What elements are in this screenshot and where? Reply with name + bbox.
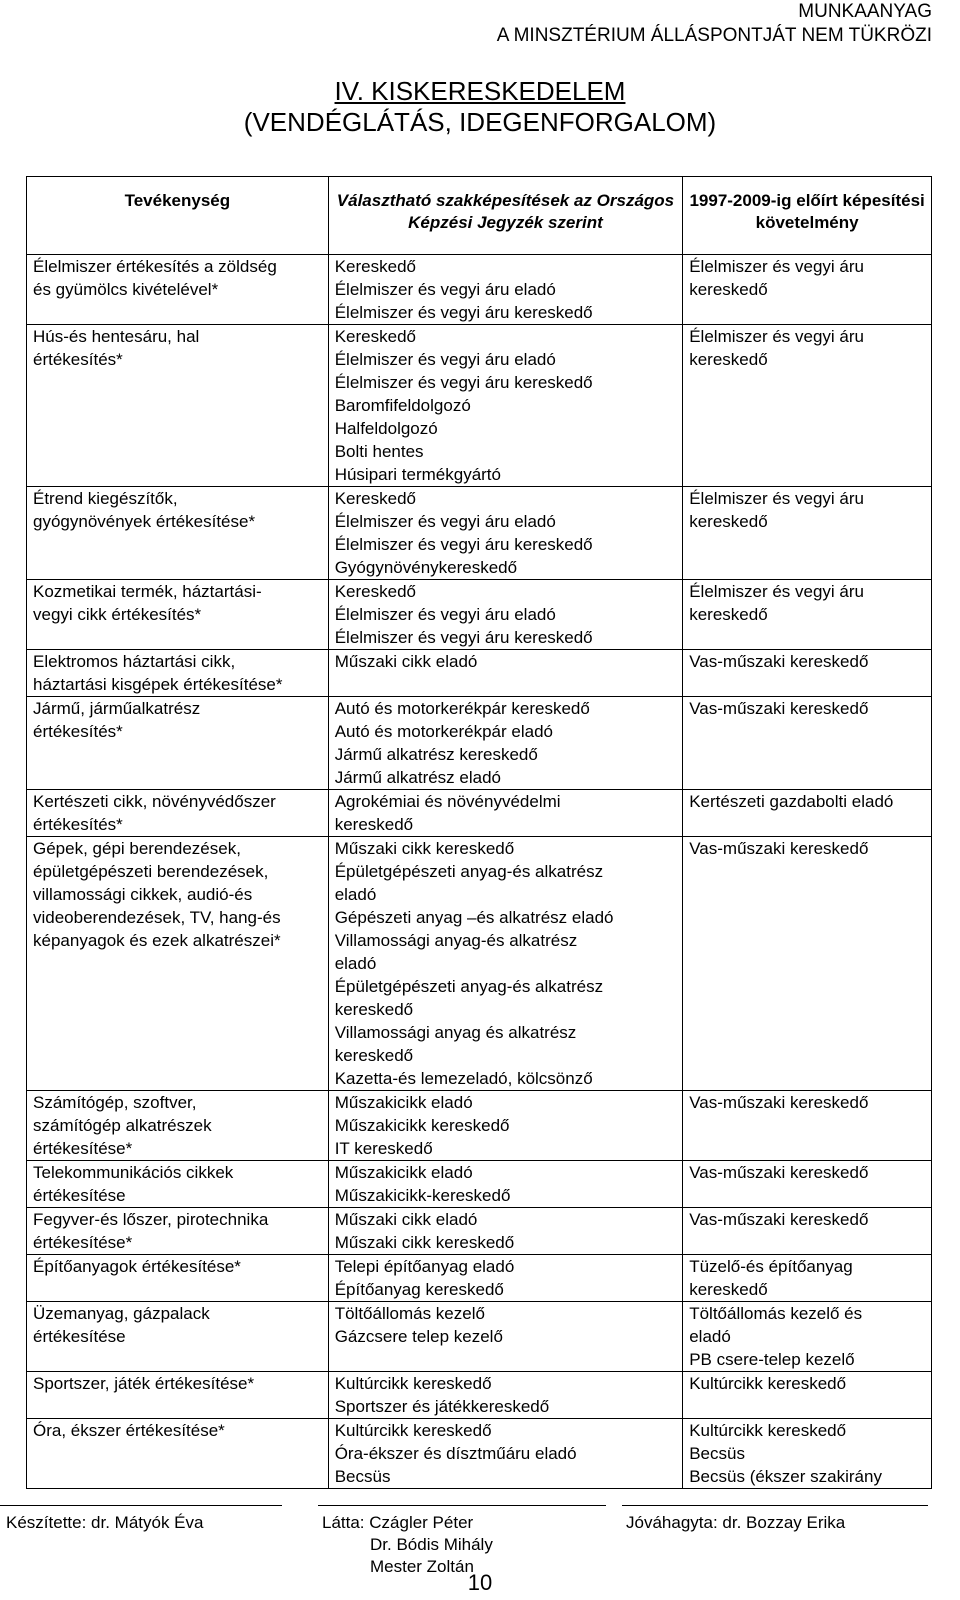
qualifications-line: Élelmiszer és vegyi áru kereskedő <box>334 303 593 322</box>
requirement-line: PB csere-telep kezelő <box>689 1350 855 1369</box>
table-row <box>27 487 932 580</box>
qualifications-cell <box>328 790 683 837</box>
qualifications-line: eladó <box>334 885 377 904</box>
header-requirement: 1997-2009-ig előírt képesítési követelmény <box>683 177 932 255</box>
activity-line: értékesítése <box>33 1186 126 1205</box>
qualifications-line: kereskedő <box>334 815 414 834</box>
activity-line: Hús-és hentesáru, hal <box>33 327 200 346</box>
qualifications-line: Kereskedő <box>334 489 416 508</box>
requirement-line: Vas-műszaki kereskedő <box>689 1210 869 1229</box>
qualifications-line: Gázcsere telep kezelő <box>334 1327 503 1346</box>
qualifications-line: kereskedő <box>334 1046 414 1065</box>
requirement-cell <box>683 650 932 697</box>
activity-cell <box>27 790 329 837</box>
activity-line: értékesítés* <box>33 815 123 834</box>
requirement-line: Élelmiszer és vegyi áru <box>689 582 864 601</box>
section-title <box>0 76 960 138</box>
qualifications-cell <box>328 650 683 697</box>
requirement-cell <box>683 1372 932 1419</box>
qualification-table <box>26 176 932 1489</box>
qualifications-line: Műszakicikk eladó <box>334 1093 473 1112</box>
activity-line: háztartási kisgépek értékesítése* <box>33 675 283 694</box>
qualifications-line: Telepi építőanyag eladó <box>334 1257 515 1276</box>
qualifications-line: Halfeldolgozó <box>334 419 438 438</box>
requirement-cell <box>683 1091 932 1161</box>
qualifications-line: Élelmiszer és vegyi áru eladó <box>334 280 556 299</box>
header-activity: Tevékenység <box>27 177 329 255</box>
activity-line: Élelmiszer értékesítés a zöldség <box>33 257 277 276</box>
requirement-cell <box>683 487 932 580</box>
table-row <box>27 837 932 1091</box>
table-row <box>27 325 932 487</box>
requirement-line: Becsüs <box>689 1444 745 1463</box>
qualifications-line: kereskedő <box>334 1000 414 1019</box>
disclaimer-label: A MINSZTÉRIUM ÁLLÁSPONTJÁT NEM TÜKRÖZI <box>496 25 932 46</box>
signature-line-prepared <box>0 1505 282 1506</box>
requirement-line: kereskedő <box>689 605 768 624</box>
table-row <box>27 1255 932 1302</box>
qualifications-line: Agrokémiai és növényvédelmi <box>334 792 561 811</box>
qualifications-line: Kereskedő <box>334 582 416 601</box>
qualifications-cell <box>328 255 683 325</box>
requirement-cell <box>683 1255 932 1302</box>
activity-line: Óra, ékszer értékesítése* <box>33 1421 225 1440</box>
qualifications-cell <box>328 1302 683 1372</box>
requirement-line: Élelmiszer és vegyi áru <box>689 489 864 508</box>
table-row <box>27 255 932 325</box>
qualifications-line: Kereskedő <box>334 257 416 276</box>
activity-line: Gépek, gépi berendezések, <box>33 839 241 858</box>
activity-line: Sportszer, játék értékesítése* <box>33 1374 255 1393</box>
table-row <box>27 580 932 650</box>
requirement-cell <box>683 255 932 325</box>
activity-line: Jármű, járműalkatrész <box>33 699 201 718</box>
signature-line-approved <box>622 1505 928 1506</box>
qualifications-line: Műszaki cikk kereskedő <box>334 839 515 858</box>
activity-cell <box>27 650 329 697</box>
reviewer-1: Látta: Czágler Péter <box>322 1513 474 1532</box>
activity-line: és gyümölcs kivételével* <box>33 280 219 299</box>
requirement-cell <box>683 1161 932 1208</box>
table-row <box>27 1091 932 1161</box>
activity-line: Elektromos háztartási cikk, <box>33 652 236 671</box>
qualifications-line: Töltőállomás kezelő <box>334 1304 485 1323</box>
requirement-line: Kultúrcikk kereskedő <box>689 1421 847 1440</box>
activity-cell <box>27 1419 329 1489</box>
requirement-cell <box>683 837 932 1091</box>
activity-cell <box>27 1302 329 1372</box>
activity-line: Építőanyagok értékesítése* <box>33 1257 241 1276</box>
qualifications-cell <box>328 837 683 1091</box>
qualifications-line: Villamossági anyag és alkatrész <box>334 1023 577 1042</box>
activity-cell <box>27 837 329 1091</box>
requirement-cell <box>683 790 932 837</box>
activity-line: videoberendezések, TV, hang-és <box>33 908 281 927</box>
qualifications-line: Baromfifeldolgozó <box>334 396 471 415</box>
table-row <box>27 697 932 790</box>
table-row <box>27 1419 932 1489</box>
section-title-line2: (VENDÉGLÁTÁS, IDEGENFORGALOM) <box>243 107 717 137</box>
qualifications-line: Műszaki cikk eladó <box>334 1210 478 1229</box>
activity-line: értékesítése <box>33 1327 126 1346</box>
table-row <box>27 790 932 837</box>
activity-cell <box>27 697 329 790</box>
qualifications-line: Autó és motorkerékpár kereskedő <box>334 699 590 718</box>
table-row <box>27 1302 932 1372</box>
qualifications-cell <box>328 1372 683 1419</box>
requirement-line: kereskedő <box>689 1280 768 1299</box>
qualifications-line: Gyógynövénykereskedő <box>334 558 518 577</box>
qualifications-line: Műszakicikk eladó <box>334 1163 473 1182</box>
table-row <box>27 1208 932 1255</box>
qualifications-line: Bolti hentes <box>334 442 424 461</box>
qualifications-line: Élelmiszer és vegyi áru kereskedő <box>334 535 593 554</box>
requirement-line: Vas-műszaki kereskedő <box>689 839 869 858</box>
activity-line: Kozmetikai termék, háztartási- <box>33 582 262 601</box>
requirement-line: Élelmiszer és vegyi áru <box>689 257 864 276</box>
qualifications-cell <box>328 325 683 487</box>
page-number: 10 <box>467 1570 493 1595</box>
activity-line: értékesítés* <box>33 722 123 741</box>
qualifications-cell <box>328 1255 683 1302</box>
qualifications-cell <box>328 1161 683 1208</box>
section-title-line1: IV. KISKERESKEDELEM <box>334 76 626 106</box>
draft-header <box>497 0 932 48</box>
draft-label: MUNKAANYAG <box>798 1 932 22</box>
qualifications-line: IT kereskedő <box>334 1139 433 1158</box>
activity-line: épületgépészeti berendezések, <box>33 862 269 881</box>
requirement-line: Vas-műszaki kereskedő <box>689 699 869 718</box>
qualifications-line: Épületgépészeti anyag-és alkatrész <box>334 862 604 881</box>
activity-cell <box>27 325 329 487</box>
table-body <box>27 255 932 1489</box>
requirement-cell <box>683 1208 932 1255</box>
table-row <box>27 1372 932 1419</box>
requirement-cell <box>683 1419 932 1489</box>
qualifications-line: Jármű alkatrész kereskedő <box>334 745 538 764</box>
requirement-line: Vas-műszaki kereskedő <box>689 652 869 671</box>
reviewer-2: Dr. Bódis Mihály <box>370 1535 493 1554</box>
requirement-line: Kultúrcikk kereskedő <box>689 1374 847 1393</box>
requirement-line: kereskedő <box>689 280 768 299</box>
activity-line: Kertészeti cikk, növényvédőszer <box>33 792 276 811</box>
activity-cell <box>27 1091 329 1161</box>
qualifications-line: Autó és motorkerékpár eladó <box>334 722 553 741</box>
activity-cell <box>27 255 329 325</box>
qualifications-cell <box>328 1419 683 1489</box>
activity-cell <box>27 1255 329 1302</box>
qualifications-line: Épületgépészeti anyag-és alkatrész <box>334 977 604 996</box>
qualifications-line: Építőanyag kereskedő <box>334 1280 504 1299</box>
activity-line: gyógynövények értékesítése* <box>33 512 256 531</box>
activity-cell <box>27 1372 329 1419</box>
requirement-cell <box>683 580 932 650</box>
activity-line: értékesítése* <box>33 1139 133 1158</box>
qualifications-cell <box>328 580 683 650</box>
qualifications-line: Sportszer és játékkereskedő <box>334 1397 550 1416</box>
requirement-line: Kertészeti gazdabolti eladó <box>689 792 894 811</box>
qualifications-line: Kultúrcikk kereskedő <box>334 1421 492 1440</box>
table-header-row <box>27 177 932 255</box>
requirement-line: kereskedő <box>689 512 768 531</box>
activity-cell <box>27 487 329 580</box>
table-row <box>27 1161 932 1208</box>
requirement-cell <box>683 1302 932 1372</box>
activity-line: Étrend kiegészítők, <box>33 489 178 508</box>
requirement-line: Tüzelő-és építőanyag <box>689 1257 853 1276</box>
qualifications-line: Jármű alkatrész eladó <box>334 768 502 787</box>
activity-line: Fegyver-és lőszer, pirotechnika <box>33 1210 269 1229</box>
qualifications-line: Kultúrcikk kereskedő <box>334 1374 492 1393</box>
prepared-by: Készítette: dr. Mátyók Éva <box>6 1513 204 1532</box>
qualifications-cell <box>328 487 683 580</box>
requirement-cell <box>683 325 932 487</box>
activity-line: villamossági cikkek, audió-és <box>33 885 253 904</box>
requirement-line: kereskedő <box>689 350 768 369</box>
signature-line-reviewed <box>318 1505 606 1506</box>
activity-line: Telekommunikációs cikkek <box>33 1163 234 1182</box>
activity-cell <box>27 1161 329 1208</box>
qualifications-line: Élelmiszer és vegyi áru eladó <box>334 605 556 624</box>
activity-line: Üzemanyag, gázpalack <box>33 1304 210 1323</box>
header-qualifications: Választható szakképesítések az Országos Képzési Jegyzék szerint <box>328 177 683 255</box>
qualifications-line: Kereskedő <box>334 327 416 346</box>
activity-line: számítógép alkatrészek <box>33 1116 212 1135</box>
qualifications-line: Becsüs <box>334 1467 391 1486</box>
activity-line: Számítógép, szoftver, <box>33 1093 197 1112</box>
requirement-line: Vas-műszaki kereskedő <box>689 1093 869 1112</box>
qualifications-line: Élelmiszer és vegyi áru eladó <box>334 350 556 369</box>
requirement-line: eladó <box>689 1327 731 1346</box>
activity-line: értékesítése* <box>33 1233 133 1252</box>
qualifications-line: Élelmiszer és vegyi áru kereskedő <box>334 373 593 392</box>
qualifications-line: Gépészeti anyag –és alkatrész eladó <box>334 908 614 927</box>
qualifications-line: Műszaki cikk eladó <box>334 652 478 671</box>
qualifications-line: eladó <box>334 954 377 973</box>
activity-line: értékesítés* <box>33 350 123 369</box>
approved-by: Jóváhagyta: dr. Bozzay Erika <box>626 1513 846 1532</box>
reviewed-by <box>322 1512 493 1578</box>
qualifications-line: Villamossági anyag-és alkatrész <box>334 931 578 950</box>
activity-line: képanyagok és ezek alkatrészei* <box>33 931 281 950</box>
table-row <box>27 650 932 697</box>
requirement-line: Becsüs (ékszer szakirány <box>689 1467 882 1486</box>
qualifications-cell <box>328 697 683 790</box>
qualifications-line: Óra-ékszer és dísztműáru eladó <box>334 1444 577 1463</box>
qualifications-line: Műszaki cikk kereskedő <box>334 1233 515 1252</box>
activity-cell <box>27 1208 329 1255</box>
qualifications-line: Műszakicikk-kereskedő <box>334 1186 511 1205</box>
qualifications-line: Kazetta-és lemezeladó, kölcsönző <box>334 1069 593 1088</box>
requirement-line: Vas-műszaki kereskedő <box>689 1163 869 1182</box>
qualifications-cell <box>328 1091 683 1161</box>
activity-line: vegyi cikk értékesítés* <box>33 605 202 624</box>
qualifications-line: Élelmiszer és vegyi áru eladó <box>334 512 556 531</box>
requirement-cell <box>683 697 932 790</box>
requirement-line: Töltőállomás kezelő és <box>689 1304 863 1323</box>
qualifications-cell <box>328 1208 683 1255</box>
qualifications-line: Élelmiszer és vegyi áru kereskedő <box>334 628 593 647</box>
requirement-line: Élelmiszer és vegyi áru <box>689 327 864 346</box>
activity-cell <box>27 580 329 650</box>
qualifications-line: Húsipari termékgyártó <box>334 465 501 484</box>
reviewer-3: Mester Zoltán <box>370 1557 474 1576</box>
qualifications-line: Műszakicikk kereskedő <box>334 1116 510 1135</box>
